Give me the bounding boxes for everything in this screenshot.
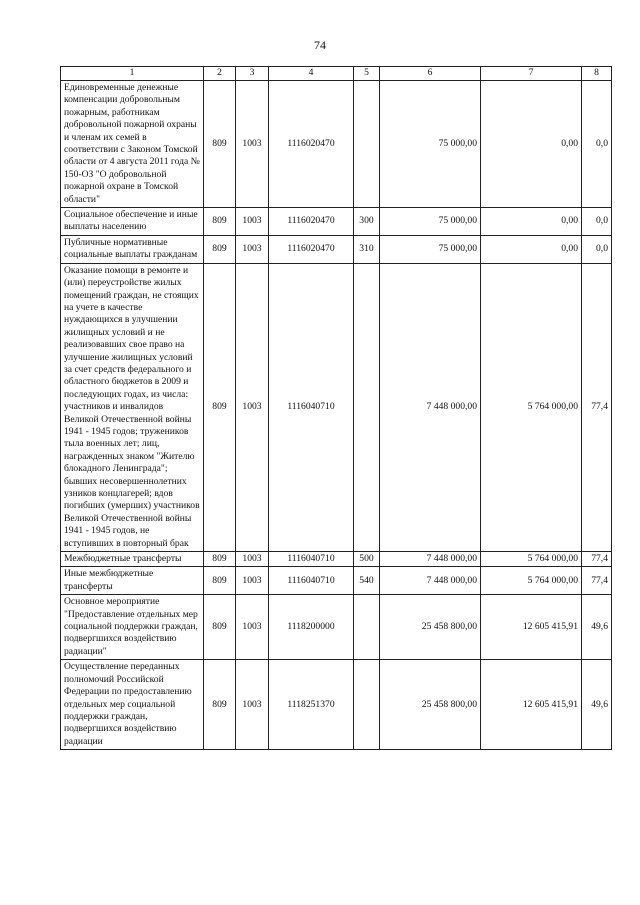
cell-col-7: 0,00: [481, 235, 582, 263]
cell-col-6: 7 448 000,00: [380, 263, 481, 551]
cell-col-2: 809: [204, 81, 236, 208]
row-name: Основное мероприятие "Предоставление отдельных мер социальной поддержки граждан, подвергшихся воздействию радиации": [61, 595, 204, 660]
cell-col-2: 809: [204, 263, 236, 551]
cell-col-6: 7 448 000,00: [380, 567, 481, 595]
cell-col-3: 1003: [236, 552, 269, 567]
header-col-3: 3: [236, 67, 269, 81]
table-row: [61, 552, 612, 567]
cell-col-2: 809: [204, 235, 236, 263]
cell-col-8: 77,4: [582, 263, 612, 551]
cell-col-7: 12 605 415,91: [481, 660, 582, 750]
cell-col-6: 25 458 800,00: [380, 660, 481, 750]
cell-col-5: 310: [354, 235, 380, 263]
cell-col-8: 0,0: [582, 81, 612, 208]
cell-col-3: 1003: [236, 595, 269, 660]
table-row: [61, 567, 612, 595]
cell-col-5: [354, 660, 380, 750]
cell-col-6: 75 000,00: [380, 208, 481, 236]
cell-col-3: 1003: [236, 567, 269, 595]
cell-col-3: 1003: [236, 235, 269, 263]
cell-col-5: [354, 81, 380, 208]
row-name: Осуществление переданных полномочий Российской Федерации по предоставлению отдельных мер социальной поддержки граждан, подвергшихся воздействию радиации: [61, 660, 204, 750]
row-name: Публичные нормативные социальные выплаты гражданам: [61, 235, 204, 263]
cell-col-7: 0,00: [481, 81, 582, 208]
header-col-4: 4: [269, 67, 354, 81]
cell-col-4: 1116040710: [269, 263, 354, 551]
cell-col-3: 1003: [236, 81, 269, 208]
cell-col-8: 0,0: [582, 235, 612, 263]
row-name: Иные межбюджетные трансферты: [61, 567, 204, 595]
row-name: Оказание помощи в ремонте и (или) переустройстве жилых помещений граждан, не стоящих на учете в качестве нуждающихся в улучшении жилищных условий и не реализовавших свое право на улучшение жилищных условий за счет средств федерального и областного бюджетов в 2009 и последующих годах, из числа: участников и инвалидов Великой Отечественной войны 1941 - 1945 годов; тружеников тыла военных лет; лиц, награжденных знаком "Жителю блокадного Ленинграда"; бывших несовершеннолетних узников концлагерей; вдов погибших (умерших) участников Великой Отечественной войны 1941 - 1945 годов, не вступивших в повторный брак: [61, 263, 204, 551]
header-row: [61, 67, 612, 81]
table-row: [61, 660, 612, 750]
cell-col-7: 5 764 000,00: [481, 552, 582, 567]
cell-col-4: 1116040710: [269, 567, 354, 595]
cell-col-2: 809: [204, 660, 236, 750]
cell-col-2: 809: [204, 552, 236, 567]
cell-col-5: 540: [354, 567, 380, 595]
header-col-8: 8: [582, 67, 612, 81]
cell-col-7: 0,00: [481, 208, 582, 236]
header-col-1: 1: [61, 67, 204, 81]
cell-col-4: 1116020470: [269, 81, 354, 208]
header-col-6: 6: [380, 67, 481, 81]
row-name: Социальное обеспечение и иные выплаты населению: [61, 208, 204, 236]
table-row: [61, 595, 612, 660]
cell-col-7: 5 764 000,00: [481, 567, 582, 595]
cell-col-4: 1118251370: [269, 660, 354, 750]
header-col-7: 7: [481, 67, 582, 81]
cell-col-8: 49,6: [582, 595, 612, 660]
cell-col-6: 75 000,00: [380, 81, 481, 208]
row-name: Межбюджетные трансферты: [61, 552, 204, 567]
cell-col-4: 1118200000: [269, 595, 354, 660]
cell-col-5: 300: [354, 208, 380, 236]
cell-col-5: [354, 595, 380, 660]
cell-col-4: 1116040710: [269, 552, 354, 567]
cell-col-4: 1116020470: [269, 235, 354, 263]
table-row: [61, 263, 612, 551]
cell-col-2: 809: [204, 567, 236, 595]
cell-col-3: 1003: [236, 263, 269, 551]
cell-col-6: 7 448 000,00: [380, 552, 481, 567]
cell-col-2: 809: [204, 208, 236, 236]
table-row: [61, 235, 612, 263]
cell-col-7: 5 764 000,00: [481, 263, 582, 551]
budget-table: [60, 66, 612, 750]
row-name: Единовременные денежные компенсации добровольным пожарным, работникам добровольной пожарной охраны и членам их семей в соответствии с Законом Томской области от 4 августа 2011 года № 150-ОЗ "О добровольной пожарной охране в Томской области": [61, 81, 204, 208]
cell-col-5: 500: [354, 552, 380, 567]
table-row: [61, 81, 612, 208]
cell-col-8: 49,6: [582, 660, 612, 750]
cell-col-6: 75 000,00: [380, 235, 481, 263]
cell-col-2: 809: [204, 595, 236, 660]
cell-col-7: 12 605 415,91: [481, 595, 582, 660]
header-col-5: 5: [354, 67, 380, 81]
cell-col-6: 25 458 800,00: [380, 595, 481, 660]
table-row: [61, 208, 612, 236]
page-number: 74: [314, 38, 326, 52]
cell-col-8: 77,4: [582, 567, 612, 595]
cell-col-8: 0,0: [582, 208, 612, 236]
cell-col-3: 1003: [236, 660, 269, 750]
cell-col-3: 1003: [236, 208, 269, 236]
cell-col-8: 77,4: [582, 552, 612, 567]
cell-col-4: 1116020470: [269, 208, 354, 236]
cell-col-5: [354, 263, 380, 551]
header-col-2: 2: [204, 67, 236, 81]
